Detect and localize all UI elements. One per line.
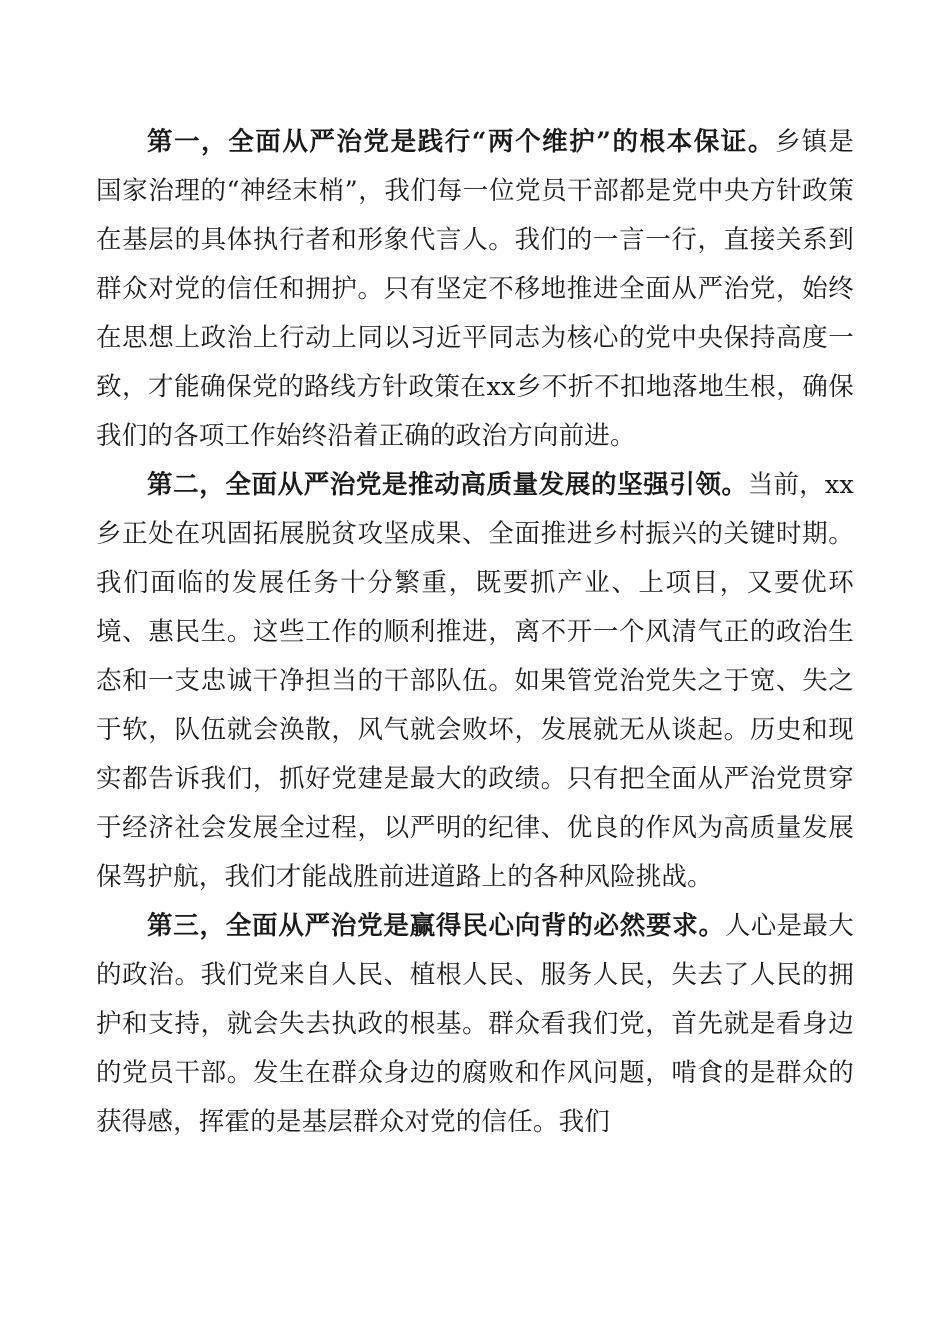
document-body [96, 118, 854, 1147]
paragraph-2-lead: 第二，全面从严治党是推动高质量发展的坚强引领。 [147, 470, 748, 500]
paragraph-3-text: 人心是最大的政治。我们党来自人民、植根人民、服务人民，失去了人民的拥护和支持，就会失去执政的根基。群众看我们党，首先就是看身边的党员干部。发生在群众身边的腐败和作风问题，啃食的是群众的获得感，挥霍的是基层群众对党的信任。我们 [96, 911, 854, 1137]
paragraph-1-text: 乡镇是国家治理的“神经末梢”，我们每一位党员干部都是党中央方针政策在基层的具体执行者和形象代言人。我们的一言一行，直接关系到群众对党的信任和拥护。只有坚定不移地推进全面从严治党，始终在思想上政治上行动上同以习近平同志为核心的党中央保持高度一致，才能确保党的路线方针政策在xx乡不折不扣地落地生根，确保我们的各项工作始终沿着正确的政治方向前进。 [96, 127, 854, 451]
paragraph-3-lead: 第三，全面从严治党是赢得民心向背的必然要求。 [147, 911, 725, 941]
paragraph-1-lead: 第一，全面从严治党是践行“两个维护”的根本保证。 [147, 127, 775, 157]
paragraph-3 [96, 902, 854, 1147]
paragraph-1 [96, 118, 854, 461]
paragraph-2-text: 当前，xx乡正处在巩固拓展脱贫攻坚成果、全面推进乡村振兴的关键时期。我们面临的发展任务十分繁重，既要抓产业、上项目，又要优环境、惠民生。这些工作的顺利推进，离不开一个风清气正的政治生态和一支忠诚干净担当的干部队伍。如果管党治党失之于宽、失之于软，队伍就会涣散，风气就会败坏，发展就无从谈起。历史和现实都告诉我们，抓好党建是最大的政绩。只有把全面从严治党贯穿于经济社会发展全过程，以严明的纪律、优良的作风为高质量发展保驾护航，我们才能战胜前进道路上的各种风险挑战。 [96, 470, 854, 892]
paragraph-2 [96, 461, 854, 902]
